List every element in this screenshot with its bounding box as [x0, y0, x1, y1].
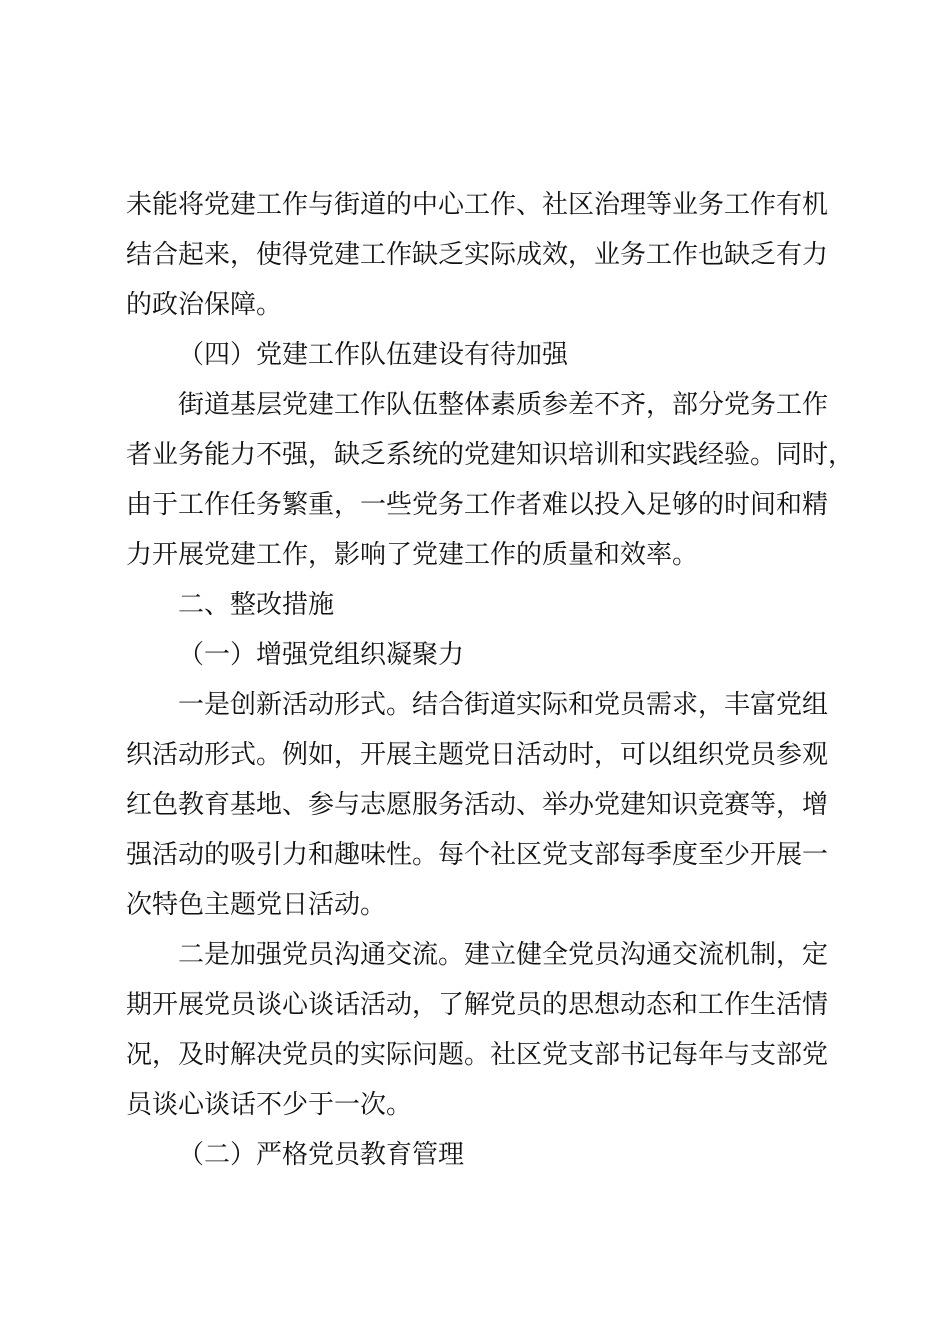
- paragraph-line: 织活动形式。例如，开展主题党日活动时，可以组织党员参观: [126, 740, 829, 770]
- paragraph-line: 结合起来，使得党建工作缺乏实际成效，业务工作也缺乏有力: [126, 240, 829, 270]
- paragraph-line: 一是创新活动形式。结合街道实际和党员需求，丰富党组: [178, 690, 829, 720]
- paragraph-line: 次特色主题党日活动。: [126, 890, 387, 920]
- paragraph-line: 期开展党员谈心谈话活动，了解党员的思想动态和工作生活情: [126, 990, 829, 1020]
- paragraph-line: 强活动的吸引力和趣味性。每个社区党支部每季度至少开展一: [126, 840, 829, 870]
- section-heading: （二）严格党员教育管理: [178, 1140, 465, 1170]
- document-body: [126, 180, 855, 1180]
- paragraph-line: 力开展党建工作，影响了党建工作的质量和效率。: [126, 540, 699, 570]
- paragraph-line: 况，及时解决党员的实际问题。社区党支部书记每年与支部党: [126, 1040, 829, 1070]
- paragraph-line: 街道基层党建工作队伍整体素质参差不齐，部分党务工作: [178, 390, 829, 420]
- paragraph-line: 未能将党建工作与街道的中心工作、社区治理等业务工作有机: [126, 190, 829, 220]
- section-heading: （一）增强党组织凝聚力: [178, 640, 465, 670]
- paragraph-line: 红色教育基地、参与志愿服务活动、举办党建知识竞赛等，增: [126, 790, 829, 820]
- paragraph-line: 二是加强党员沟通交流。建立健全党员沟通交流机制，定: [178, 940, 829, 970]
- paragraph-line: 的政治保障。: [126, 290, 283, 320]
- paragraph-line: 员谈心谈话不少于一次。: [126, 1090, 413, 1120]
- section-heading: 二、整改措施: [178, 590, 335, 620]
- paragraph-line: 由于工作任务繁重，一些党务工作者难以投入足够的时间和精: [126, 490, 829, 520]
- paragraph-line: 者业务能力不强，缺乏系统的党建知识培训和实践经验。同时，: [126, 440, 855, 470]
- section-heading: （四）党建工作队伍建设有待加强: [178, 340, 569, 370]
